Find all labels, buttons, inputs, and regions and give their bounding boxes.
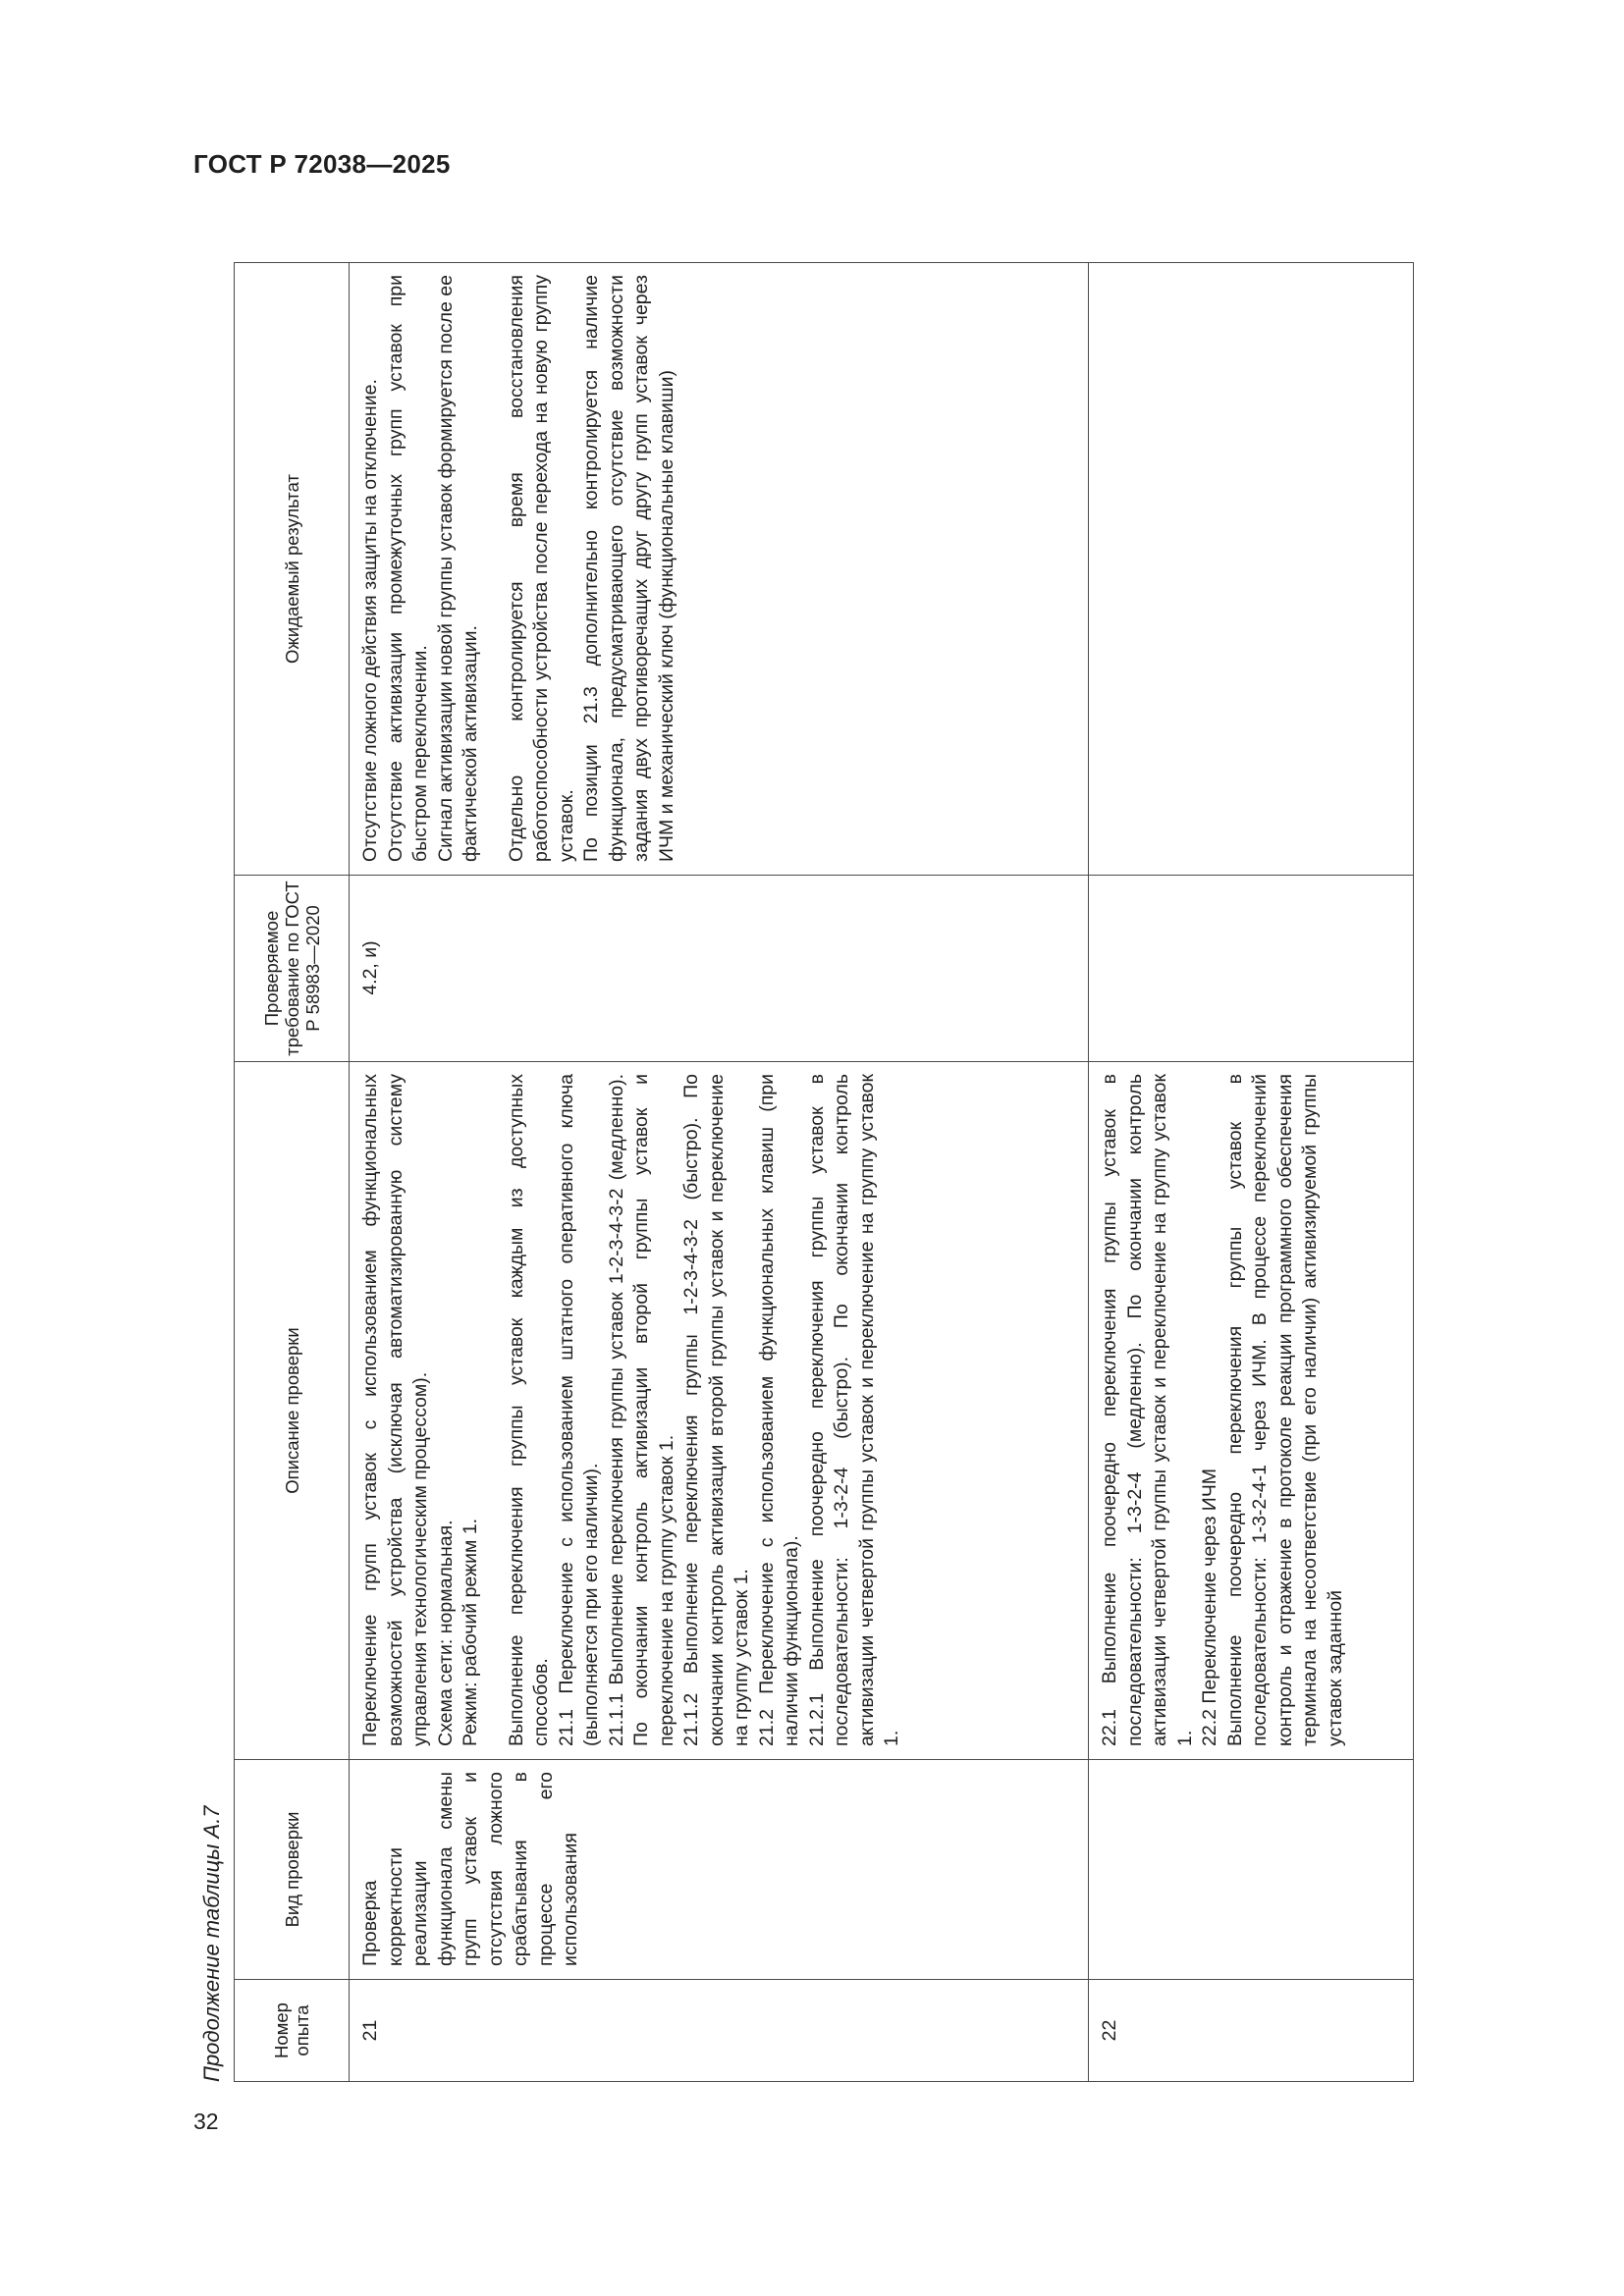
header-number: Номер опыта [235,1980,350,2082]
row-expected [1089,263,1414,876]
description-line: 22.2 Переключение через ИЧМ [1199,1468,1220,1746]
expected-line: По позиции 21.3 дополнительно контролируется наличие функционала, предусматривающего отсутствие возможности задания двух противоречащих друг другу групп уставок через ИЧМ и механический ключ (функциональные клавиши) [580,275,677,862]
description-line: 21.1.1 Выполнение переключения группы уставок 1-2-3-4-3-2 (медленно). По окончании контроль активизации второй группы уставок и переключение на группу уставок 1. [605,1074,677,1746]
row-requirement: 4.2, и) [350,876,1089,1062]
document-header: ГОСТ Р 72038—2025 [193,149,451,179]
row-check-type: Проверка корректности реализации функционала смены групп уставок и отсутствия ложного срабатывания в процессе его использования [350,1760,1089,1980]
description-line: Переключение групп уставок с использованием функциональных возможностей устройства (исключая автоматизированную систему управления технологическим процессом). [359,1074,431,1746]
description-line: Режим: рабочий режим 1. [460,1518,481,1746]
description-line: 22.1 Выполнение поочередно переключения группы уставок в последовательности: 1-3-2-4 (медленно). По окончании контроль активизации четвертой группы уставок и переключение на группу уставок 1. [1099,1074,1196,1746]
expected-line: Сигнал активизации новой группы уставок формируется после ее фактической активизации. [434,275,481,862]
expected-line: Отдельно контролируется время восстановления работоспособности устройства после перехода на новую группу уставок. [505,275,577,862]
test-table [234,262,1414,2082]
description-line: 21.1.2 Выполнение переключения группы 1-2-3-4-3-2 (быстро). По окончании контроль активизации второй группы уставок и переключение на группу уставок 1. [680,1074,752,1746]
description-line: Схема сети: нормальная. [434,1520,457,1746]
header-check-type: Вид проверки [235,1760,350,1980]
row-description [350,1062,1089,1760]
table-row [350,263,1089,2082]
header-expected: Ожидаемый результат [235,263,350,876]
row-description [1089,1062,1414,1760]
row-number: 22 [1089,1980,1414,2082]
description-line: 21.1 Переключение с использованием штатного оперативного ключа (выполняется при его наличии). [555,1074,602,1746]
expected-line: Отсутствие активизации промежуточных групп уставок при быстром переключении. [384,275,431,862]
description-line: Выполнение поочередно переключения группы уставок в последовательности: 1-3-2-4-1 через ИЧМ. В процессе переключений контроль и отражение в протоколе реакции программного обеспечения терминала на несоответствие (при его наличии) активизируемой группы уставок заданной [1223,1074,1346,1746]
description-line: Выполнение переключения группы уставок каждым из доступных способов. [505,1074,552,1746]
row-check-type [1089,1760,1414,1980]
row-requirement [1089,876,1414,1062]
table-row [1089,263,1414,2082]
header-description: Описание проверки [235,1062,350,1760]
description-line: 21.2.1 Выполнение поочередно переключения группы уставок в последовательности: 1-3-2-4 (быстро). По окончании контроль активизации четвертой группы уставок и переключение на группу уставок 1. [805,1074,902,1746]
table-caption: Продолжение таблицы А.7 [199,1805,224,2082]
row-number: 21 [350,1980,1089,2082]
description-line: 21.2 Переключение с использованием функциональных клавиш (при наличии функционала). [755,1074,802,1746]
expected-line: Отсутствие ложного действия защиты на отключение. [359,379,381,862]
row-expected [350,263,1089,876]
header-requirement: Проверяемое требование по ГОСТ Р 58983—2020 [235,876,350,1062]
table-header-row [235,263,350,2082]
page-number: 32 [193,2109,219,2134]
rotated-table-area [192,234,1406,2109]
